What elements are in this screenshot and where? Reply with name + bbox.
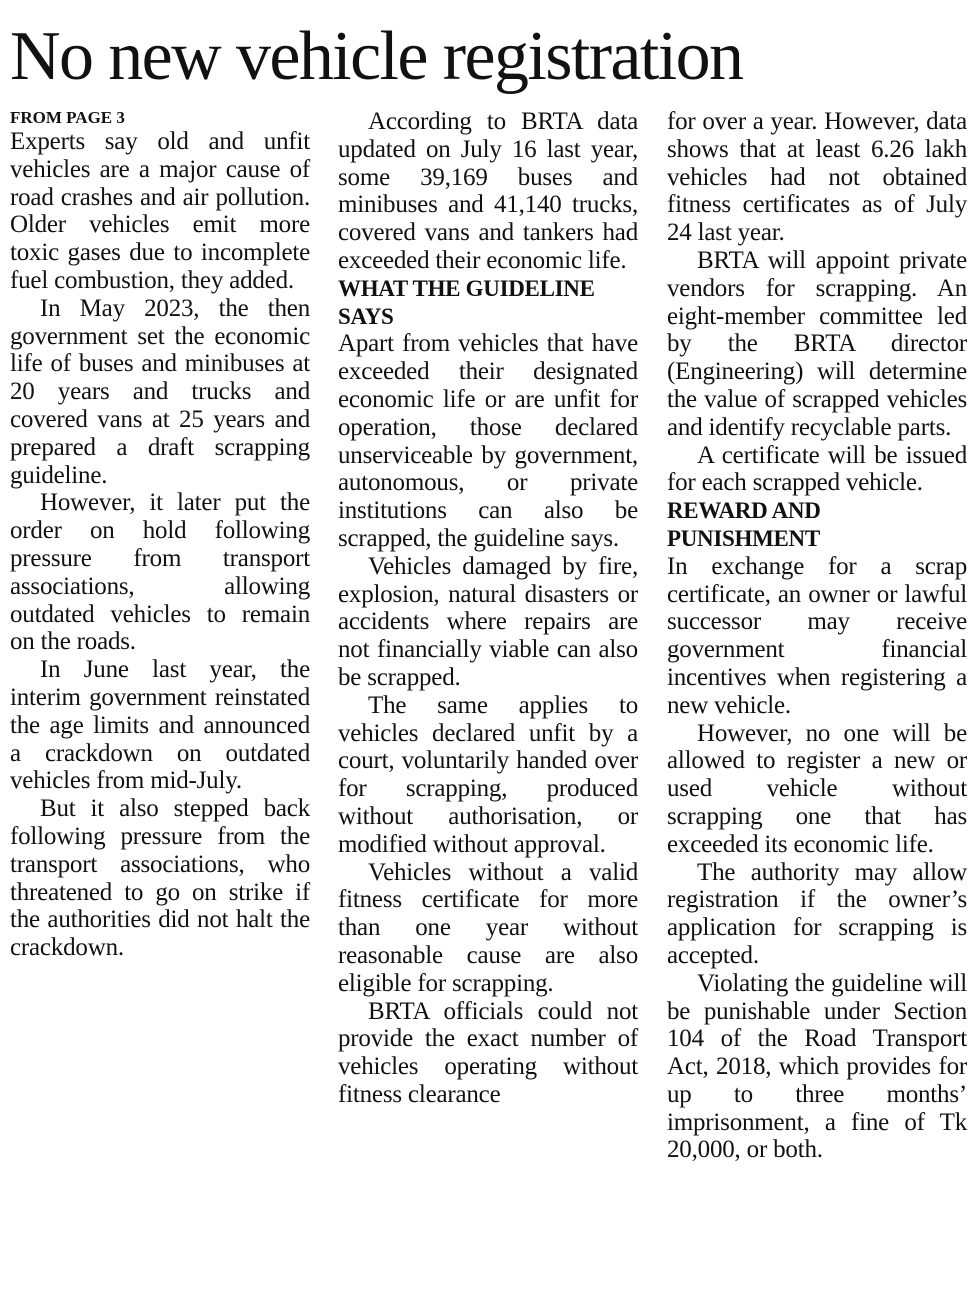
col3-paragraph-7: Violating the guideline will be punishable under Section 104 of the Road Transport Act, 2018, which provides for up to three months’ imprisonment, a fine of Tk 20,000, or both. — [667, 969, 967, 1164]
subhead-reward-punishment: REWARD AND PUNISHMENT — [667, 498, 821, 551]
col3-paragraph-3: A certificate will be issued for each scrapped vehicle. — [667, 441, 967, 497]
col3-paragraph-2: BRTA will appoint private vendors for scrapping. An eight-member committee led by the BRTA director (Engineering) will determine the value of scrapped vehicles and identify recyclable parts. — [667, 246, 967, 441]
col1-paragraph-5: But it also stepped back following pressure from the transport associations, who threatened to go on strike if the authorities did not halt the crackdown. — [10, 795, 310, 962]
col2-paragraph-1: According to BRTA data updated on July 16 last year, some 39,169 buses and minibuses and 41,140 trucks, covered vans and tankers had exceeded their economic life. — [338, 108, 638, 274]
col1-paragraph-1: Experts say old and unfit vehicles are a major cause of road crashes and air pollution. Older vehicles emit more toxic gases due to incomplete fuel combustion, they added. — [10, 128, 310, 294]
col2-paragraph-5: Vehicles without a valid fitness certificate for more than one year without reasonable cause are also eligible for scrapping. — [338, 858, 638, 997]
headline: No new vehicle registration — [10, 18, 743, 95]
col2-paragraph-3: Vehicles damaged by fire, explosion, natural disasters or accidents where repairs are not financially viable can also be scrapped. — [338, 552, 638, 691]
kicker-from-page: FROM PAGE 3 — [10, 108, 125, 127]
col2-paragraph-2: Apart from vehicles that have exceeded their designated economic life or are unfit for operation, those declared unserviceable by government, autonomous, or private institutions can also be scrapped, the guideline says. — [338, 330, 638, 552]
col3-paragraph-4: In exchange for a scrap certificate, an owner or lawful successor may receive government financial incentives when registering a new vehicle. — [667, 552, 967, 719]
col3-paragraph-5: However, no one will be allowed to register a new or used vehicle without scrapping one that has exceeded its economic life. — [667, 719, 967, 858]
column-3 — [667, 108, 967, 1164]
subhead-guideline: WHAT THE GUIDELINE SAYS — [338, 275, 595, 329]
col1-paragraph-3: However, it later put the order on hold following pressure from transport associations, allowing outdated vehicles to remain on the roads. — [10, 489, 310, 656]
col2-paragraph-4: The same applies to vehicles declared unfit by a court, voluntarily handed over for scrapping, produced without authorisation, or modified without approval. — [338, 691, 638, 858]
column-2 — [338, 108, 638, 1109]
col3-paragraph-6: The authority may allow registration if the owner’s application for scrapping is accepted. — [667, 858, 967, 969]
col1-paragraph-2: In May 2023, the then government set the economic life of buses and minibuses at 20 years and trucks and covered vans at 25 years and prepared a draft scrapping guideline. — [10, 294, 310, 489]
col3-paragraph-1: for over a year. However, data shows that at least 6.26 lakh vehicles had not obtained fitness certificates as of July 24 last year. — [667, 108, 967, 247]
column-1 — [10, 108, 310, 962]
col2-paragraph-6: BRTA officials could not provide the exact number of vehicles operating without fitness clearance — [338, 997, 638, 1108]
col1-paragraph-4: In June last year, the interim government reinstated the age limits and announced a crackdown on outdated vehicles from mid-July. — [10, 656, 310, 795]
